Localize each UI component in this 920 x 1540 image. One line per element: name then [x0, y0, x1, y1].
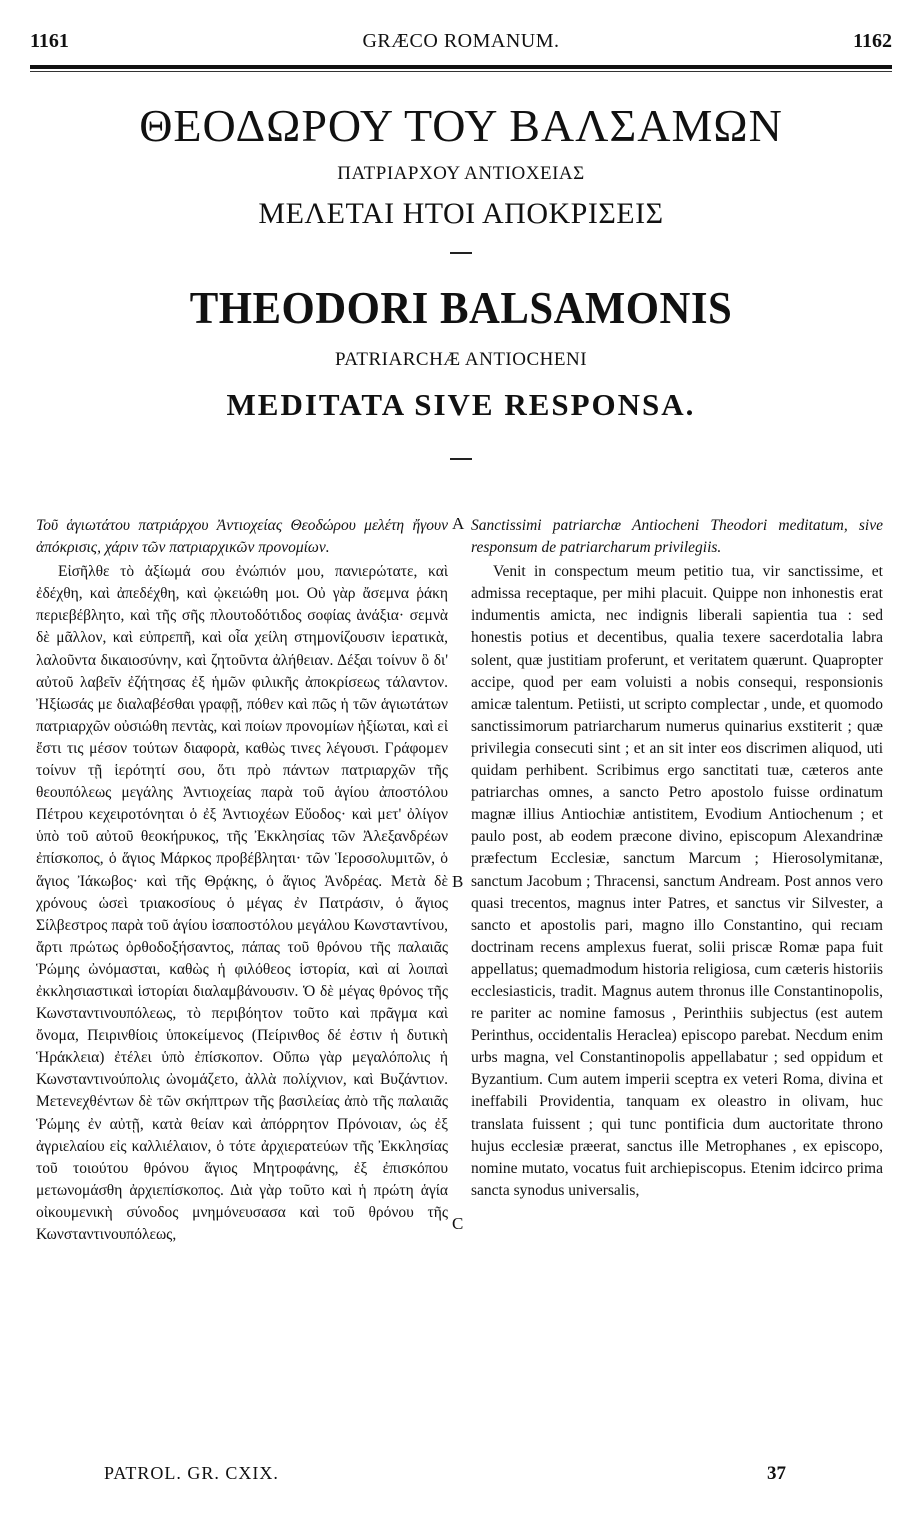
footer-signature: 37 — [767, 1463, 786, 1484]
header-rule-thick — [30, 65, 892, 69]
header-rule-thin — [30, 71, 892, 72]
running-header — [30, 30, 892, 60]
greek-column-body: Εἰσῆλθε τὸ ἀξίωμά σου ἐνώπιόν μου, πανιερώτατε, καὶ ἐδέχθη, καὶ ἀπεδέχθη, καὶ ᾠκειώθη μοι. Οὐ γὰρ ἄσεμνα ῥάκη περιεβέβλητο, καὶ τῆς σῆς πλουτοδότιδος σοφίας ἀνάξια· σεμνὰ δὲ μᾶλλον, καὶ εὐπρεπῆ, καὶ οἷα χείλη στημονίζουσιν ἱερατικὰ, λαλοῦντα δικαιοσύνην, καὶ ζητοῦντα ἀλήθειαν. Δέξαι τοίνυν ὃ δι' αὐτοῦ λαβεῖν ἐζήτησας ἐξ ἡμῶν φιλικῆς ἀποκρίσεως τάλαντον. Ἠξίωσάς με διαλαβέσθαι γραφῇ, πόθεν καὶ πῶς ἡ τῶν ἁγιωτάτων πατριαρχῶν οὐσιώθη πεντὰς, καὶ ποίων προνομίων ἠξίωται, καὶ εἰ ἔστι τις μέσον τούτων διαφορὰ, καθὼς τινες λέγουσι. Γράφομεν τοίνυν τῇ ἱερότητί σου, ὅτι πρὸ πάντων πατριαρχῶν τῆς θεουπόλεως μεγάλης Ἀντιοχείας παρὰ τοῦ ἁγίου ἀποστόλου Πέτρου κεχειροτόνηται ὁ ἐξ Ἀντιοχέων Εὔοδος· καὶ μετ' ὀλίγον ὑπὸ τοῦ αὐτοῦ θεοκήρυκος, τῆς Ἐκκλησίας τῶν Ἀλεξανδρέων ἐπίσκοπος, ὁ ἅγιος Μάρκος προβέβληται· τῶν Ἱεροσολυμιτῶν, ὁ ἅγιος Ἰάκωβος· καὶ τῆς Θρᾴκης, ὁ ἅγιος Ἀνδρέας. Μετὰ δὲ χρόνους ὡσεὶ τριακοσίους ὁ μέγας ἐν Πατράσιν, ὁ ἅγιος Σίλβεστρος παρὰ τοῦ ἁγίου ἰσαποστόλου μεγάλου Κωνσταντίνου, ἄρτι πρώτως ὀρθοδοξήσαντος, πάπας τοῦ θρόνου τῆς παλαιᾶς Ῥώμης ὠνόμασται, καθὼς ἡ φιλόθεος ἱστορία, καὶ αἱ λοιπαὶ ἐκκλησιαστικαὶ ἱστορίαι διαλαμβάνουσιν. Ὁ δὲ μέγας θρόνος τῆς Κωνσταντινουπόλεως, τὸ περιβόητον τοῦτο καὶ πρᾶγμα καὶ ὄνομα, Πειρινθίοις ὑποκείμενος (Πείρινθος δέ ἐστιν ἡ δυτικὴ Ἡράκλεια) ἐτέλει ὑπὸ ἐπίσκοπον. Οὔπω γὰρ μεγαλόπολις ἡ Κωνσταντινούπολις ὠνομάζετο, ἀλλὰ πολίχνιον, καὶ Βυζάντιον. Μετενεχθέντων δὲ τῶν σκήπτρων τῆς βασιλείας ἀπὸ τῆς παλαιᾶς Ῥώμης ἐν αὐτῇ, κατὰ θείαν καὶ ἀπόρρητον Πρόνοιαν, ὡς ἐξ ἀγριελαίου εἰς καλλιέλαιον, ὁ τότε ἀρχιερατεύων τῆς Ἐκκλησίας τοῦ τοιούτου θρόνου ἅγιος Μητροφάνης, ἐξ ἐπισκόπου μετωνομάσθη ἀρχιεπίσκοπος. Διὰ γὰρ τοῦτο καὶ ἡ πρώτη ἁγία οἰκουμενικὴ σύνοδος μνημόνευσασα καὶ τοῦ θρόνου τῆς Κωνσταντινουπόλεως, — [36, 563, 448, 1243]
greek-subtitle-2: ΜΕΛΕΤΑΙ ΗΤΟΙ ΑΠΟΚΡΙΣΕΙΣ — [258, 197, 664, 230]
latin-subtitle-2: MEDITATA SIVE RESPONSA. — [226, 387, 696, 422]
latin-column — [471, 515, 883, 1202]
latin-title: THEODORI BALSAMONIS — [189, 282, 733, 333]
margin-marker-c: C — [452, 1214, 464, 1233]
title-separator — [450, 252, 472, 254]
latin-subtitle: PATRIARCHÆ ANTIOCHENI — [334, 349, 588, 370]
title-separator-2 — [450, 458, 472, 460]
greek-column-heading: Τοῦ ἁγιωτάτου πατριάρχου Ἀντιοχείας Θεοδώρου μελέτη ἤγουν ἀπόκρισις, χάριν τῶν πατριαρχικῶν προνομίων. — [36, 517, 448, 557]
margin-marker-b: B — [452, 872, 464, 891]
page-number-left: 1161 — [30, 30, 69, 52]
greek-subtitle: ΠΑΤΡΙΑΡΧΟΥ ΑΝΤΙΟΧΕΙΑΣ — [337, 163, 585, 184]
greek-column — [36, 515, 448, 1246]
page-number-right: 1162 — [853, 30, 892, 52]
footer-volume: PATROL. GR. CXIX. — [104, 1463, 279, 1483]
latin-column-heading: Sanctissimi patriarchæ Antiocheni Theodori meditatum, sive responsum de patriarcharum privilegiis. — [471, 517, 883, 557]
latin-column-body: Venit in conspectum meum petitio tua, vir sanctissime, et admissa receptaque, per mihi placuit. Quippe non inhonestis erat indumentis amicta, nec indignis liberali sapientia tua : sed honestis potius et decentibus, qualia texere sacerdotalia labra solent, quæ justitiam proferunt, et veritatem quærunt. Quapropter accipe, quod per eam voluisti a nobis consequi, responsionis amicæ talentum. Petiisti, ut scripto complectar , unde, et quomodo sanctissimorum patriarcharum numerus quinarius exstiterit ; quæ privilegia consecuti sint ; et an sit inter eos discrimen aliquod, uti quidam perhibent. Scribimus ergo sanctitati tuæ, cæteros ante patriarchas omnes, a sancto Petro apostolo fuisse ordinatum magnæ illius Antiochiæ antistitem, Evodium Antiochenum ; et paulo post, ab eodem præcone divino, episcopum Alexandrinæ præfectum Ecclesiæ, sanctum Marcum ; Hierosolymitanæ, sanctum Jacobum ; Thracensi, sanctum Andream. Post annos vero quasi trecentos, magnus inter Patres, et sanctus vir Silvester, a sancto et apostolis pari, magno illo Constantino, qui recıam doctrinam recens amplexus fuerat, solii priscæ Romæ papa fuit appellatus; quemadmodum historia religiosa, cum cæteris historiis ecclesiasticis, tradit. Magnus autem thronus ille Constantinopolis, re pariter ac nomine famosus , Perinthiis subjectus (est autem Perinthus, occidentalis Heraclea) episcopo parebat. Necdum enim urbs magna, vel Constantinopolis appellabatur ; sed oppidum et Byzantium. Cum autem imperii sceptra ex veteri Roma, divina et ineffabili Providentia, tanquam ex oleastro in olivam, huc translata fuissent ; qui tunc pontificia dum auctoritate throno hujus ecclesiæ præerat, sanctus ille Metrophanes , ex episcopo, nomine mutato, vocatus fuit archiepiscopus. Etenim idcirco prima sancta synodus universalis, — [471, 563, 883, 1199]
greek-title: ΘΕΟΔΩΡΟΥ ΤΟΥ ΒΑΛΣΑΜΩΝ — [139, 100, 783, 151]
title-block — [30, 98, 892, 460]
margin-marker-a: A — [452, 514, 465, 533]
running-title: GRÆCO ROMANUM. — [362, 30, 560, 52]
